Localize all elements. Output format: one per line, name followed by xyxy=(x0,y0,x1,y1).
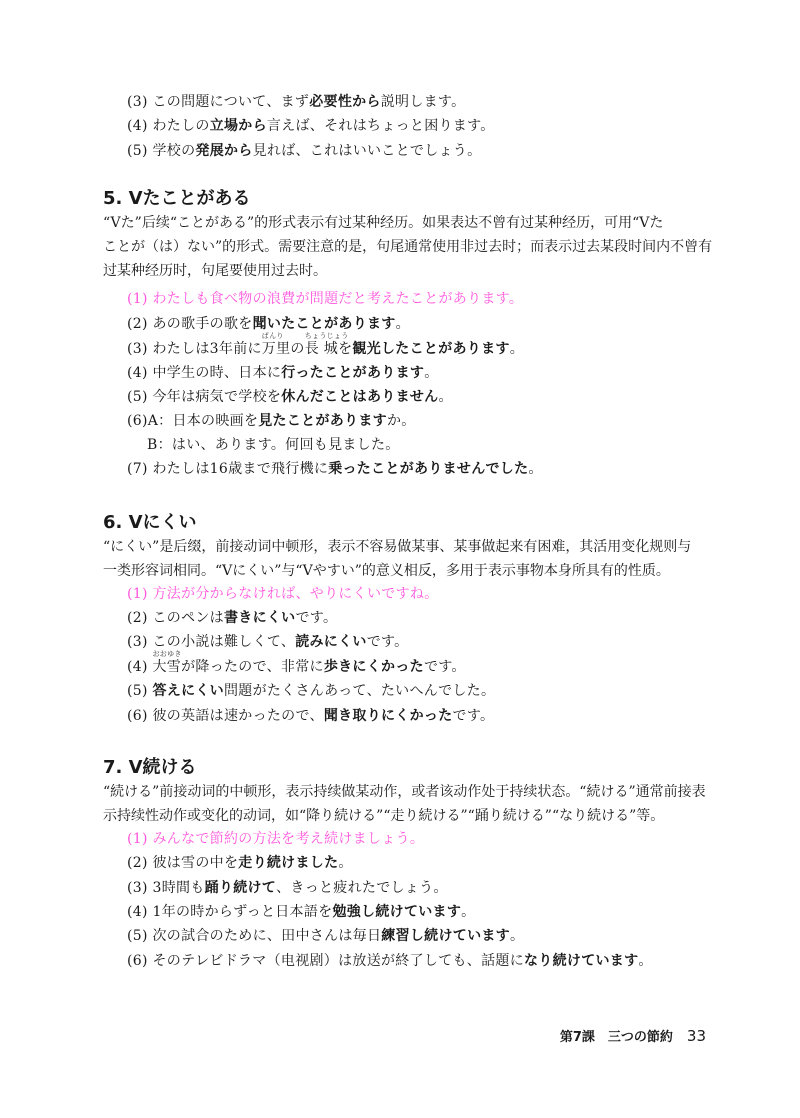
example-line-highlight: (1) 方法が分からなければ、やりにくいですね。 xyxy=(127,586,439,602)
example-line: (6) 彼の英語は速かったので、聞き取りにくかったです。 xyxy=(127,708,495,724)
example-line: (6) そのテレビドラマ（电视剧）は放送が終了しても、話題になり続けています。 xyxy=(127,953,653,969)
page-number: 33 xyxy=(686,1027,706,1045)
example-line: (4) 1年の時からずっと日本語を勉強し続けています。 xyxy=(127,904,476,920)
section-5-paragraph: “Vた”后续“ことがある”的形式表示有过某种经历。如果表达不曾有过某种经历，可用“Vた ことが（は）ない”的形式。需要注意的是，句尾通常使用非过去时；而表示过去某段时间内不曾有 过某种经历时，句尾要使用过去时。 xyxy=(103,215,713,279)
example-line: (7) わたしは16歳まで飛行機に乗ったことがありませんでした。 xyxy=(127,461,543,477)
example-line: (2) このペンは書きにくいです。 xyxy=(127,610,338,626)
section-6-paragraph: “にくい”是后缀，前接动词中顿形，表示不容易做某事、某事做起来有困难，其活用变化规则与 一类形容词相同。“Vにくい”与“Vやすい”的意义相反，多用于表示事物本身所具有的性质。 xyxy=(103,539,692,579)
example-line: (5) 答えにくい問題がたくさんあって、たいへんでした。 xyxy=(127,683,496,699)
example-line-highlight: (1) わたしも食べ物の浪費が問題だと考えたことがあります。 xyxy=(127,291,524,307)
example-line: (4) わたしの立場から言えば、それはちょっと困ります。 xyxy=(127,118,495,134)
example-line: (4) 中学生の時、日本に行ったことがあります。 xyxy=(127,365,439,381)
ruby-word: ちょうじょう 長 城 xyxy=(304,332,349,357)
example-line: (3) わたしは3年前に ばんり 万里の ちょうじょう 長 城を観光したことがあります。 xyxy=(127,332,525,357)
example-line: B：はい、あります。何回も見ました。 xyxy=(147,437,400,453)
example-line: (5) 今年は病気で学校を休んだことはありません。 xyxy=(127,389,453,405)
example-line: (3) 3時間も踊り続けて、きっと疲れたでしょう。 xyxy=(127,880,448,896)
example-line: (4) おおゆき 大雪が降ったので、非常に歩きにくかったです。 xyxy=(127,650,466,675)
ruby-word: おおゆき 大雪 xyxy=(152,650,182,675)
example-line: (3) この問題について、まず必要性から説明します。 xyxy=(127,94,466,110)
section-7-heading: 7. V続ける xyxy=(103,757,197,778)
example-line: (3) この小説は難しくて、読みにくいです。 xyxy=(127,634,409,650)
example-line-highlight: (1) みんなで節約の方法を考え続けましょう。 xyxy=(127,831,425,847)
example-line: (2) 彼は雪の中を走り続けました。 xyxy=(127,855,353,871)
lesson-title: 第7課 三つの節約 xyxy=(559,1030,673,1045)
page-footer xyxy=(560,1026,706,1048)
example-line: (5) 次の試合のために、田中さんは毎日練習し続けています。 xyxy=(127,928,525,944)
example-line: (6)A：日本の映画を見たことがありますか。 xyxy=(127,413,416,429)
section-7-paragraph: “続ける”前接动词的中顿形，表示持续做某动作，或者该动作处于持续状态。“続ける”通常前接表 示持续性动作或变化的动词，如“降り続ける”“走り続ける”“踊り続ける”“なり続ける”等。 xyxy=(103,784,706,824)
example-line: (5) 学校の発展から見れば、これはいいことでしょう。 xyxy=(127,143,482,159)
ruby-word: ばんり 万里 xyxy=(261,332,291,357)
section-6-heading: 6. Vにくい xyxy=(103,512,197,533)
section-5-heading: 5. Vたことがある xyxy=(103,188,251,209)
example-line: (2) あの歌手の歌を聞いたことがあります。 xyxy=(127,316,410,332)
